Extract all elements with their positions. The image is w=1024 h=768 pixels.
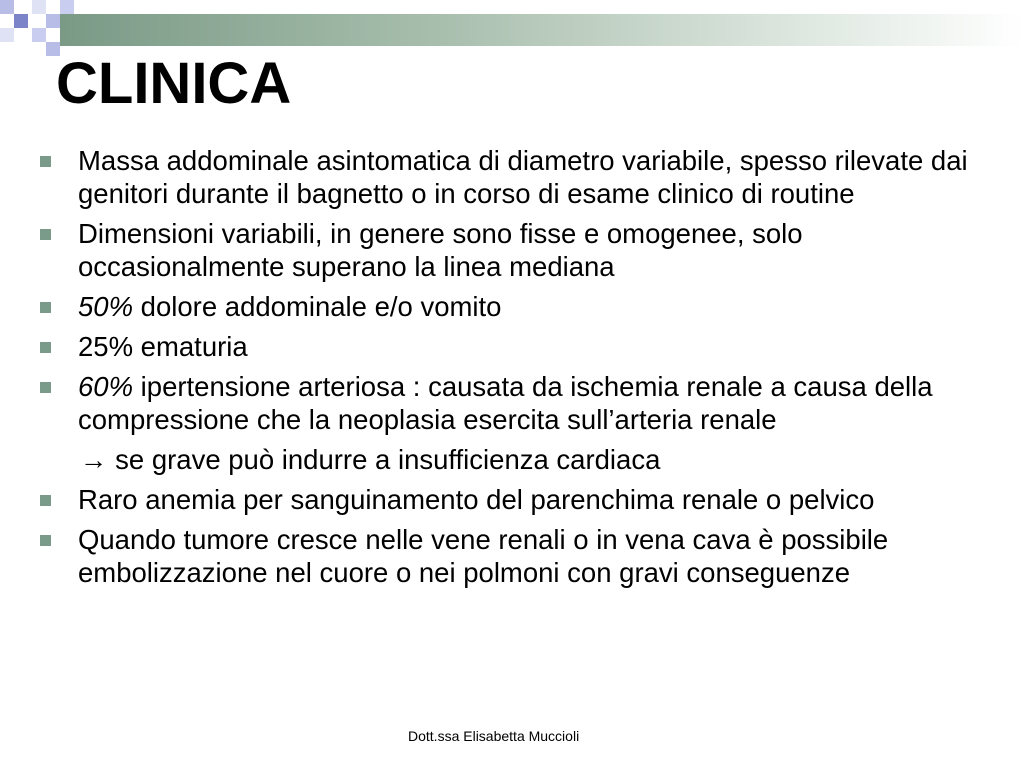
footer-author: Dott.ssa Elisabetta Muccioli [408, 728, 580, 744]
sub-note-text: se grave può indurre a insufficienza cardiaca [107, 444, 661, 475]
square-bullet-icon [40, 382, 51, 393]
square-bullet-icon [40, 229, 51, 240]
bullet-text: Dimensioni variabili, in genere sono fisse e omogenee, solo occasionalmente superano la linea mediana [78, 218, 803, 282]
sub-note [38, 443, 1013, 476]
bullet-percent: 50% [78, 291, 134, 322]
bullet-text: Quando tumore cresce nelle vene renali o in vena cava è possibile embolizzazione nel cuore o nei polmoni con gravi conseguenze [78, 524, 889, 588]
bullet-text: dolore addominale e/o vomito [133, 291, 502, 322]
list-item [38, 217, 1013, 283]
list-item [38, 330, 1013, 363]
bullet-text: 25% ematuria [78, 331, 248, 362]
bullet-text: ipertensione arteriosa : causata da ischemia renale a causa della compressione che la neoplasia esercita sull’arteria renale [78, 371, 933, 435]
bullet-percent: 60% [78, 371, 134, 402]
square-bullet-icon [40, 535, 51, 546]
square-bullet-icon [40, 302, 51, 313]
header-gradient-bar [60, 14, 1024, 46]
list-item [38, 290, 1013, 323]
square-bullet-icon [40, 495, 51, 506]
square-bullet-icon [40, 342, 51, 353]
list-item [38, 483, 1013, 516]
bullet-text: Massa addominale asintomatica di diametro variabile, spesso rilevate dai genitori durante il bagnetto o in corso di esame clinico di routine [78, 145, 968, 209]
arrow-right-icon: → [80, 444, 108, 475]
bullet-text: Raro anemia per sanguinamento del parenchima renale o pelvico [78, 484, 875, 515]
square-bullet-icon [40, 156, 51, 167]
bullet-list [38, 144, 1013, 596]
slide-title: CLINICA [56, 51, 292, 116]
list-item [38, 370, 1013, 436]
list-item [38, 144, 1013, 210]
list-item [38, 523, 1013, 589]
